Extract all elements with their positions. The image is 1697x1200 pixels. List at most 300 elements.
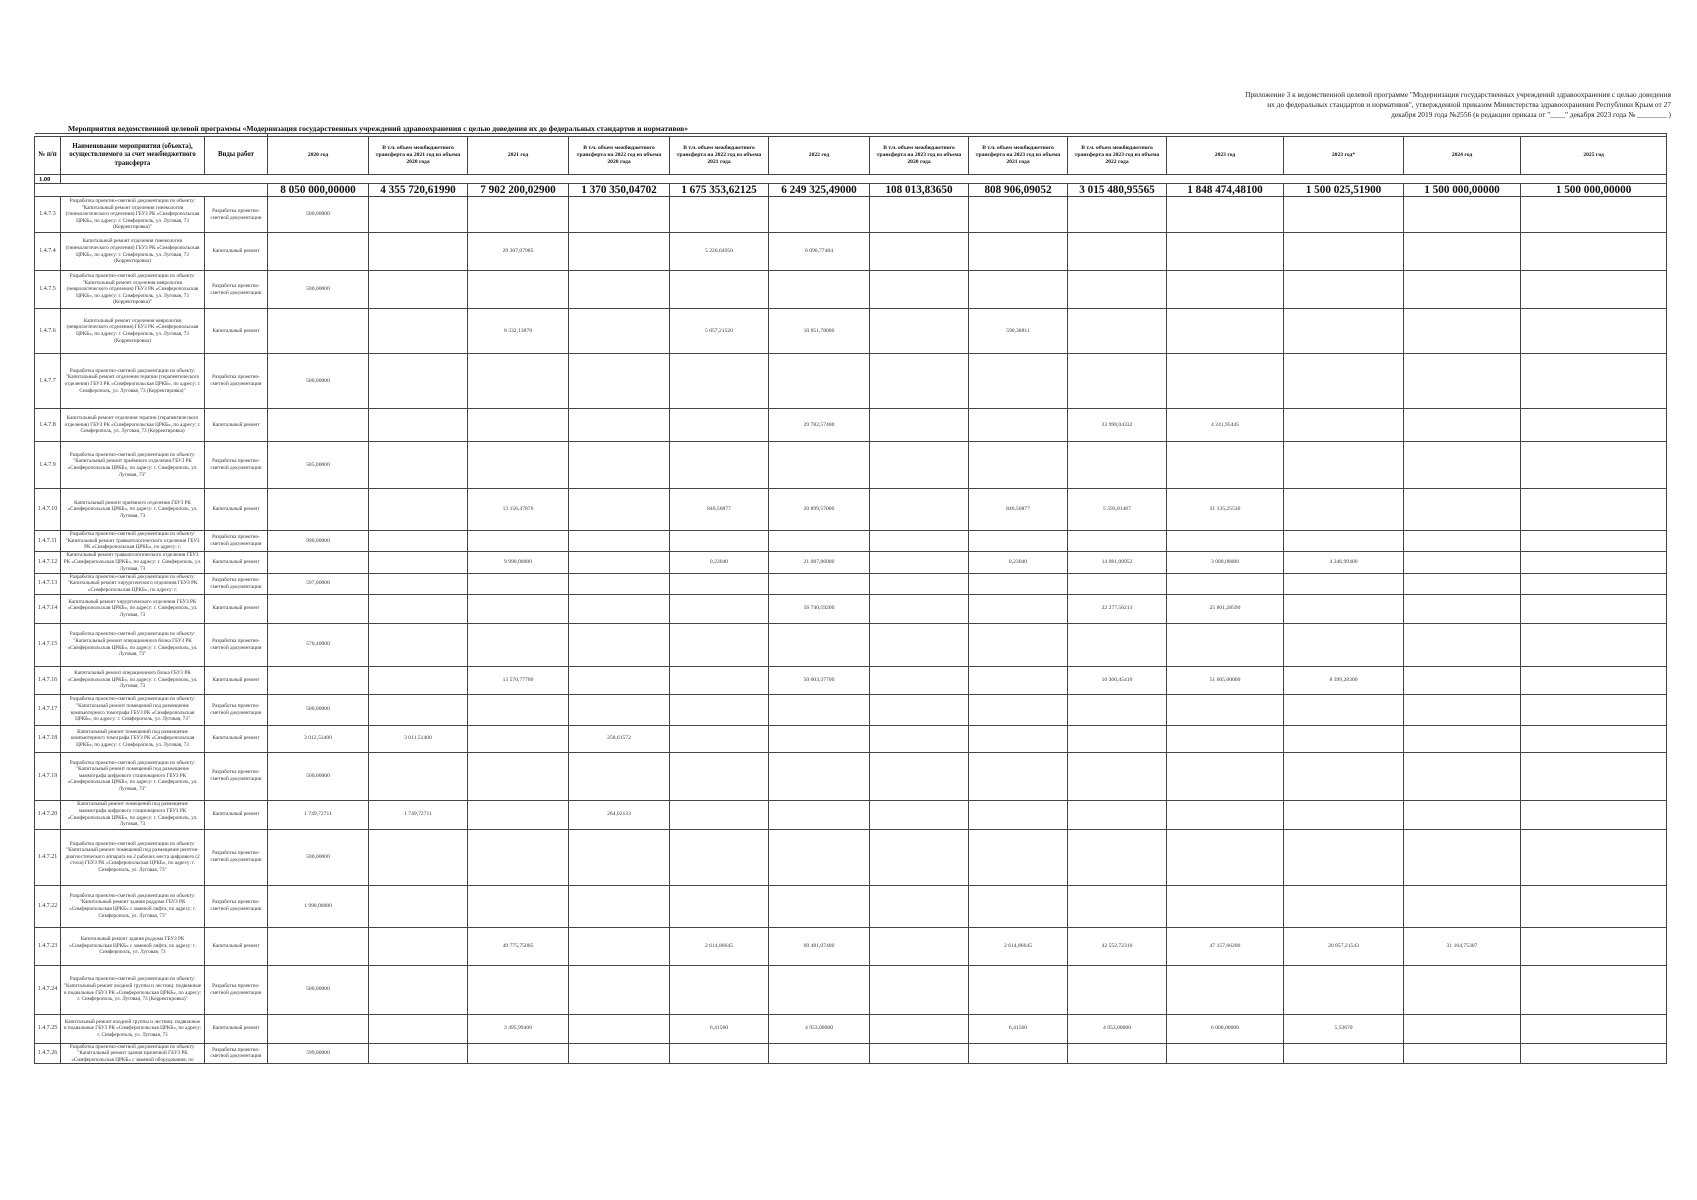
amount-cell bbox=[369, 442, 468, 489]
amount-cell: 69 481,07400 bbox=[769, 927, 870, 965]
work-type: Капитальный ремонт bbox=[205, 594, 268, 623]
amount-cell bbox=[369, 354, 468, 409]
amount-cell bbox=[1284, 442, 1404, 489]
amount-cell bbox=[1521, 489, 1667, 531]
amount-cell bbox=[1068, 573, 1167, 594]
object-name: Капитальный ремонт операционного блока ГБУЗ РК «Симферопольская ЦРКБ», по адресу: г. Симферополь, ул. Луговая, 73 bbox=[61, 666, 205, 694]
amount-cell: 50 603,37700 bbox=[769, 666, 870, 694]
object-name: Капитальный ремонт отделения гинекологии (гинекологического отделения) ГБУЗ РК «Симферопольская ЦРКБ», по адресу: г. Симферополь, ул. Луговая, 73 (Корректировка) bbox=[61, 233, 205, 271]
amount-cell bbox=[369, 885, 468, 927]
amount-cell bbox=[369, 573, 468, 594]
amount-cell bbox=[268, 594, 369, 623]
amount-cell bbox=[1284, 623, 1404, 666]
amount-cell bbox=[1521, 442, 1667, 489]
amount-cell bbox=[870, 666, 969, 694]
amount-cell: 500,00000 bbox=[268, 197, 369, 233]
amount-cell bbox=[870, 531, 969, 552]
amount-cell: 585,00000 bbox=[268, 442, 369, 489]
amount-cell bbox=[468, 752, 569, 800]
amount-cell: 590,38811 bbox=[969, 309, 1068, 354]
work-type: Разработка проектно-сметной документации bbox=[205, 694, 268, 725]
amount-cell: 22 277,56213 bbox=[1068, 594, 1167, 623]
object-name: Капитальный ремонт входной группы и лестниц: подвижные и подвальные ГБУЗ РК «Симферопольская ЦРКБ», по адресу: г. Симферополь, ул. Луговая, 73 bbox=[61, 1014, 205, 1043]
amount-cell bbox=[769, 965, 870, 1014]
amount-cell bbox=[670, 885, 769, 927]
work-type: Капитальный ремонт bbox=[205, 666, 268, 694]
amount-cell bbox=[969, 354, 1068, 409]
amount-cell: 31 164,75307 bbox=[1404, 927, 1521, 965]
amount-cell bbox=[1284, 409, 1404, 442]
work-type: Разработка проектно-сметной документации bbox=[205, 885, 268, 927]
total-value: 1 500 000,00000 bbox=[1521, 184, 1667, 197]
row-number: 1.4.7.18 bbox=[35, 725, 61, 752]
total-value: 1 848 474,48100 bbox=[1167, 184, 1284, 197]
amount-cell bbox=[1521, 694, 1667, 725]
row-number: 1.4.7.15 bbox=[35, 623, 61, 666]
amount-cell bbox=[1521, 927, 1667, 965]
amount-cell bbox=[268, 666, 369, 694]
amount-cell: 3 495,99400 bbox=[468, 1014, 569, 1043]
amount-cell bbox=[769, 1043, 870, 1064]
amount-cell bbox=[870, 800, 969, 829]
amount-cell bbox=[1068, 694, 1167, 725]
amount-cell: 3 011,51400 bbox=[369, 725, 468, 752]
amount-cell bbox=[468, 965, 569, 1014]
amount-cell bbox=[468, 409, 569, 442]
amount-cell bbox=[769, 752, 870, 800]
amount-cell bbox=[569, 1043, 670, 1064]
table-row bbox=[35, 1043, 1667, 1064]
amount-cell: 5 593,81467 bbox=[1068, 489, 1167, 531]
object-name: Разработка проектно-сметной документации по объекту: "Капитальный ремонт здания прачечной ГБУЗ РК «Симферопольская ЦРКБ» с заменой оборудования, по bbox=[61, 1043, 205, 1064]
row-number: 1.4.7.4 bbox=[35, 233, 61, 271]
amount-cell bbox=[969, 829, 1068, 885]
amount-cell bbox=[1521, 752, 1667, 800]
amount-cell bbox=[569, 531, 670, 552]
amount-cell bbox=[670, 354, 769, 409]
amount-cell bbox=[670, 666, 769, 694]
header-cell: Виды работ bbox=[205, 137, 268, 175]
amount-cell bbox=[268, 409, 369, 442]
table-row bbox=[35, 829, 1667, 885]
amount-cell bbox=[369, 409, 468, 442]
amount-cell: 258,61572 bbox=[569, 725, 670, 752]
section-number: 1.00 bbox=[35, 175, 61, 184]
table-row bbox=[35, 489, 1667, 531]
header-cell: 2023 год bbox=[1167, 137, 1284, 175]
amount-cell bbox=[569, 309, 670, 354]
work-type: Разработка проектно-сметной документации bbox=[205, 531, 268, 552]
table-row bbox=[35, 271, 1667, 309]
amount-cell: 6,41560 bbox=[670, 1014, 769, 1043]
total-value: 1 370 350,04702 bbox=[569, 184, 670, 197]
row-number: 1.4.7.16 bbox=[35, 666, 61, 694]
object-name: Капитальный ремонт здания роддома ГБУЗ РК «Симферопольская ЦРКБ» с заменой лифта, по адресу: г. Симферополь, ул. Луговая, 73 bbox=[61, 927, 205, 965]
amount-cell bbox=[1404, 885, 1521, 927]
amount-cell: 29 307,07985 bbox=[468, 233, 569, 271]
amount-cell bbox=[1068, 531, 1167, 552]
amount-cell bbox=[1068, 271, 1167, 309]
amount-cell: 264,02133 bbox=[569, 800, 670, 829]
amount-cell: 20 899,57000 bbox=[769, 489, 870, 531]
amount-cell bbox=[468, 354, 569, 409]
header-row bbox=[35, 137, 1667, 175]
table-row bbox=[35, 409, 1667, 442]
total-value: 4 355 720,61990 bbox=[369, 184, 468, 197]
amount-cell bbox=[1284, 271, 1404, 309]
amount-cell: 570,40000 bbox=[268, 623, 369, 666]
amount-cell bbox=[369, 829, 468, 885]
amount-cell bbox=[268, 1014, 369, 1043]
amount-cell bbox=[1068, 309, 1167, 354]
amount-cell: 9 990,00000 bbox=[468, 551, 569, 573]
amount-cell bbox=[969, 409, 1068, 442]
amount-cell: 20 857,21543 bbox=[1284, 927, 1404, 965]
amount-cell: 49 775,75005 bbox=[468, 927, 569, 965]
amount-cell bbox=[1167, 623, 1284, 666]
amount-cell bbox=[1167, 725, 1284, 752]
amount-cell bbox=[670, 829, 769, 885]
amount-cell bbox=[569, 409, 670, 442]
row-number: 1.4.7.5 bbox=[35, 271, 61, 309]
row-number: 1.4.7.13 bbox=[35, 573, 61, 594]
program-table bbox=[34, 133, 1667, 1064]
amount-cell bbox=[1404, 666, 1521, 694]
amount-cell bbox=[468, 694, 569, 725]
amount-cell bbox=[1521, 233, 1667, 271]
amount-cell bbox=[769, 623, 870, 666]
work-type: Капитальный ремонт bbox=[205, 551, 268, 573]
amount-cell bbox=[1167, 752, 1284, 800]
amount-cell: 6 000,00000 bbox=[1167, 1014, 1284, 1043]
table-row bbox=[35, 233, 1667, 271]
amount-cell: 5 057,21520 bbox=[670, 309, 769, 354]
amount-cell bbox=[1521, 1014, 1667, 1043]
amount-cell: 500,00000 bbox=[268, 829, 369, 885]
amount-cell bbox=[268, 233, 369, 271]
amount-cell bbox=[769, 442, 870, 489]
amount-cell: 4 953,00000 bbox=[769, 1014, 870, 1043]
row-number: 1.4.7.7 bbox=[35, 354, 61, 409]
amount-cell bbox=[569, 1014, 670, 1043]
amount-cell bbox=[870, 551, 969, 573]
amount-cell bbox=[1167, 197, 1284, 233]
appendix-line: их до федеральных стандартов и нормативов", утвержденной приказом Министерства здравоохранения Республики Крым от 27 bbox=[1267, 100, 1671, 109]
header-cell: В т.ч. объем межбюджетного трансферта на 2023 год из объема 2021 года bbox=[969, 137, 1068, 175]
amount-cell bbox=[670, 1043, 769, 1064]
amount-cell bbox=[1167, 271, 1284, 309]
amount-cell bbox=[569, 594, 670, 623]
row-number: 1.4.7.21 bbox=[35, 829, 61, 885]
amount-cell: 990,00000 bbox=[268, 531, 369, 552]
amount-cell bbox=[369, 927, 468, 965]
amount-cell bbox=[369, 531, 468, 552]
appendix-note bbox=[1191, 90, 1671, 120]
amount-cell bbox=[670, 531, 769, 552]
amount-cell bbox=[870, 927, 969, 965]
amount-cell bbox=[1404, 197, 1521, 233]
total-value: 1 675 353,62125 bbox=[670, 184, 769, 197]
amount-cell bbox=[1167, 309, 1284, 354]
amount-cell: 5 226,64950 bbox=[670, 233, 769, 271]
amount-cell bbox=[1404, 725, 1521, 752]
header-cell: 2023 год* bbox=[1284, 137, 1404, 175]
row-number: 1.4.7.14 bbox=[35, 594, 61, 623]
amount-cell bbox=[870, 309, 969, 354]
amount-cell bbox=[369, 666, 468, 694]
amount-cell bbox=[769, 573, 870, 594]
amount-cell: 6 090,77484 bbox=[769, 233, 870, 271]
row-number: 1.4.7.17 bbox=[35, 694, 61, 725]
header-cell: В т.ч. объем межбюджетного трансферта на 2021 год из объема 2020 года bbox=[369, 137, 468, 175]
amount-cell bbox=[569, 927, 670, 965]
amount-cell bbox=[870, 694, 969, 725]
amount-cell bbox=[1404, 694, 1521, 725]
amount-cell bbox=[1284, 694, 1404, 725]
total-value: 808 906,09052 bbox=[969, 184, 1068, 197]
amount-cell: 3 000,00000 bbox=[1167, 551, 1284, 573]
amount-cell: 1 749,72711 bbox=[369, 800, 468, 829]
work-type: Разработка проектно-сметной документации bbox=[205, 354, 268, 409]
row-number: 1.4.7.19 bbox=[35, 752, 61, 800]
amount-cell bbox=[468, 623, 569, 666]
work-type: Разработка проектно-сметной документации bbox=[205, 197, 268, 233]
table-row bbox=[35, 623, 1667, 666]
work-type: Капитальный ремонт bbox=[205, 309, 268, 354]
total-value: 6 249 325,49000 bbox=[769, 184, 870, 197]
row-number: 1.4.7.23 bbox=[35, 927, 61, 965]
amount-cell: 31 135,25530 bbox=[1167, 489, 1284, 531]
amount-cell bbox=[969, 623, 1068, 666]
amount-cell: 0,23040 bbox=[670, 551, 769, 573]
amount-cell bbox=[769, 829, 870, 885]
amount-cell bbox=[670, 271, 769, 309]
amount-cell bbox=[670, 752, 769, 800]
table-row bbox=[35, 666, 1667, 694]
total-value: 3 015 480,95565 bbox=[1068, 184, 1167, 197]
amount-cell bbox=[1521, 1043, 1667, 1064]
row-number: 1.4.7.3 bbox=[35, 197, 61, 233]
table-row bbox=[35, 551, 1667, 573]
table-row bbox=[35, 309, 1667, 354]
amount-cell: 4 246,99400 bbox=[1284, 551, 1404, 573]
amount-cell bbox=[468, 531, 569, 552]
amount-cell bbox=[969, 1043, 1068, 1064]
amount-cell bbox=[670, 965, 769, 1014]
amount-cell bbox=[369, 551, 468, 573]
amount-cell bbox=[769, 800, 870, 829]
amount-cell: 5,53670 bbox=[1284, 1014, 1404, 1043]
amount-cell bbox=[1068, 233, 1167, 271]
amount-cell: 33 998,04332 bbox=[1068, 409, 1167, 442]
amount-cell bbox=[369, 1014, 468, 1043]
row-number: 1.4.7.25 bbox=[35, 1014, 61, 1043]
table-row bbox=[35, 885, 1667, 927]
amount-cell bbox=[769, 885, 870, 927]
table-row bbox=[35, 725, 1667, 752]
row-number: 1.4.7.11 bbox=[35, 531, 61, 552]
amount-cell bbox=[670, 197, 769, 233]
amount-cell bbox=[1284, 594, 1404, 623]
amount-cell bbox=[969, 594, 1068, 623]
amount-cell bbox=[1167, 1043, 1284, 1064]
total-value: 8 050 000,00000 bbox=[268, 184, 369, 197]
table-row bbox=[35, 694, 1667, 725]
amount-cell bbox=[1521, 666, 1667, 694]
amount-cell bbox=[1404, 800, 1521, 829]
amount-cell bbox=[969, 885, 1068, 927]
amount-cell bbox=[1068, 354, 1167, 409]
amount-cell bbox=[1521, 409, 1667, 442]
amount-cell bbox=[1167, 442, 1284, 489]
amount-cell bbox=[969, 197, 1068, 233]
header-cell: 2022 год bbox=[769, 137, 870, 175]
amount-cell bbox=[670, 573, 769, 594]
amount-cell bbox=[1068, 197, 1167, 233]
amount-cell bbox=[870, 594, 969, 623]
amount-cell bbox=[1167, 800, 1284, 829]
amount-cell: 2 614,86645 bbox=[670, 927, 769, 965]
row-number: 1.4.7.22 bbox=[35, 885, 61, 927]
amount-cell: 56 740,59200 bbox=[769, 594, 870, 623]
amount-cell bbox=[1284, 309, 1404, 354]
amount-cell bbox=[1404, 233, 1521, 271]
amount-cell bbox=[1068, 965, 1167, 1014]
amount-cell: 47 157,66200 bbox=[1167, 927, 1284, 965]
amount-cell: 29 782,57400 bbox=[769, 409, 870, 442]
amount-cell bbox=[1404, 409, 1521, 442]
amount-cell bbox=[769, 725, 870, 752]
table-row bbox=[35, 573, 1667, 594]
amount-cell: 21 087,86000 bbox=[769, 551, 870, 573]
amount-cell bbox=[1068, 623, 1167, 666]
amount-cell bbox=[969, 531, 1068, 552]
amount-cell: 10 851,78000 bbox=[769, 309, 870, 354]
amount-cell bbox=[1284, 800, 1404, 829]
amount-cell: 10 300,45410 bbox=[1068, 666, 1167, 694]
amount-cell bbox=[468, 829, 569, 885]
work-type: Капитальный ремонт bbox=[205, 927, 268, 965]
table-row bbox=[35, 442, 1667, 489]
amount-cell bbox=[870, 725, 969, 752]
object-name: Разработка проектно-сметной документации по объекту: "Капитальный ремонт отделения неврологии (неврологического отделения) ГБУЗ РК «Симферопольская ЦРКБ», по адресу: г. Симферополь, ул. Луговая, 73 (Корректировка)" bbox=[61, 271, 205, 309]
object-name: Разработка проектно-сметной документации по объекту: "Капитальный ремонт входной группы и лестниц: подвижные и подвальные ГБУЗ РК «Симферопольская ЦРКБ», по адресу: г. Симферополь, ул. Луговая, 73 (Корректировка)" bbox=[61, 965, 205, 1014]
row-number: 1.4.7.26 bbox=[35, 1043, 61, 1064]
amount-cell bbox=[569, 694, 670, 725]
total-value: 108 013,83650 bbox=[870, 184, 969, 197]
amount-cell: 500,00000 bbox=[268, 694, 369, 725]
amount-cell bbox=[468, 573, 569, 594]
total-value: 1 500 000,00000 bbox=[1404, 184, 1521, 197]
amount-cell: 1 990,00000 bbox=[268, 885, 369, 927]
amount-cell bbox=[268, 551, 369, 573]
amount-cell bbox=[1404, 271, 1521, 309]
work-type: Капитальный ремонт bbox=[205, 1014, 268, 1043]
amount-cell bbox=[670, 694, 769, 725]
amount-cell bbox=[1284, 885, 1404, 927]
amount-cell bbox=[268, 489, 369, 531]
amount-cell bbox=[969, 694, 1068, 725]
amount-cell: 42 552,72310 bbox=[1068, 927, 1167, 965]
amount-cell bbox=[1404, 594, 1521, 623]
table-row bbox=[35, 800, 1667, 829]
amount-cell bbox=[1167, 573, 1284, 594]
amount-cell bbox=[369, 309, 468, 354]
amount-cell bbox=[1284, 197, 1404, 233]
amount-cell: 4 953,00000 bbox=[1068, 1014, 1167, 1043]
amount-cell bbox=[1521, 829, 1667, 885]
amount-cell bbox=[369, 197, 468, 233]
amount-cell bbox=[1521, 197, 1667, 233]
object-name: Разработка проектно-сметной документации по объекту: "Капитальный ремонт здания роддома ГБУЗ РК «Симферопольская ЦРКБ» с заменой лифта, по адресу: г. Симферополь, ул. Луговая, 73" bbox=[61, 885, 205, 927]
amount-cell bbox=[969, 800, 1068, 829]
amount-cell bbox=[870, 623, 969, 666]
amount-cell bbox=[1284, 1043, 1404, 1064]
amount-cell bbox=[1404, 1043, 1521, 1064]
section-row bbox=[35, 175, 1667, 184]
row-number: 1.4.7.12 bbox=[35, 551, 61, 573]
amount-cell bbox=[1404, 442, 1521, 489]
amount-cell bbox=[769, 197, 870, 233]
header-cell: 2024 год bbox=[1404, 137, 1521, 175]
table-row bbox=[35, 965, 1667, 1014]
work-type: Капитальный ремонт bbox=[205, 489, 268, 531]
amount-cell: 6,41560 bbox=[969, 1014, 1068, 1043]
amount-cell bbox=[369, 694, 468, 725]
amount-cell: 597,00000 bbox=[268, 573, 369, 594]
amount-cell: 846,56877 bbox=[670, 489, 769, 531]
amount-cell bbox=[969, 725, 1068, 752]
amount-cell bbox=[969, 233, 1068, 271]
amount-cell bbox=[569, 829, 670, 885]
object-name: Разработка проектно-сметной документации по объекту: "Капитальный ремонт помещений под размещение компьютерного томографа ГБУЗ РК «Симферопольская ЦРКБ», по адресу: г. Симферополь, ул. Луговая, 73" bbox=[61, 694, 205, 725]
amount-cell bbox=[1167, 531, 1284, 552]
amount-cell bbox=[468, 442, 569, 489]
header-cell: 2020 год bbox=[268, 137, 369, 175]
amount-cell bbox=[1284, 354, 1404, 409]
amount-cell bbox=[1167, 233, 1284, 271]
amount-cell: 13 156,47876 bbox=[468, 489, 569, 531]
object-name: Разработка проектно-сметной документации по объекту: "Капитальный ремонт операционного блока ГБУЗ РК «Симферопольская ЦРКБ», по адресу: г. Симферополь, ул. Луговая, 73" bbox=[61, 623, 205, 666]
total-value: 7 902 200,02900 bbox=[468, 184, 569, 197]
amount-cell bbox=[1404, 1014, 1521, 1043]
amount-cell: 8 399,28300 bbox=[1284, 666, 1404, 694]
object-name: Разработка проектно-сметной документации по объекту: "Капитальный ремонт травматологического отделения ГБУЗ РК «Симферопольская ЦРКБ», по адресу: г. bbox=[61, 531, 205, 552]
table-row bbox=[35, 927, 1667, 965]
amount-cell: 4 241,95445 bbox=[1167, 409, 1284, 442]
table-row bbox=[35, 197, 1667, 233]
amount-cell: 14 081,00952 bbox=[1068, 551, 1167, 573]
amount-cell: 846,56877 bbox=[969, 489, 1068, 531]
row-number: 1.4.7.24 bbox=[35, 965, 61, 1014]
row-number: 1.4.7.8 bbox=[35, 409, 61, 442]
amount-cell bbox=[670, 725, 769, 752]
amount-cell bbox=[468, 271, 569, 309]
object-name: Разработка проектно-сметной документации по объекту: "Капитальный ремонт приёмного отделения ГБУЗ РК «Симферопольская ЦРКБ», по адресу: г. Симферополь, ул. Луговая, 73" bbox=[61, 442, 205, 489]
work-type: Разработка проектно-сметной документации bbox=[205, 829, 268, 885]
amount-cell bbox=[670, 594, 769, 623]
amount-cell bbox=[1404, 489, 1521, 531]
amount-cell bbox=[1521, 309, 1667, 354]
amount-cell bbox=[268, 927, 369, 965]
amount-cell bbox=[670, 800, 769, 829]
amount-cell bbox=[1404, 573, 1521, 594]
amount-cell bbox=[1521, 965, 1667, 1014]
header-cell: Наименование мероприятия (объекта), осуществляемого за счет межбюджетного трансферта bbox=[61, 137, 205, 175]
amount-cell: 500,00000 bbox=[268, 752, 369, 800]
amount-cell bbox=[1068, 442, 1167, 489]
work-type: Разработка проектно-сметной документации bbox=[205, 752, 268, 800]
